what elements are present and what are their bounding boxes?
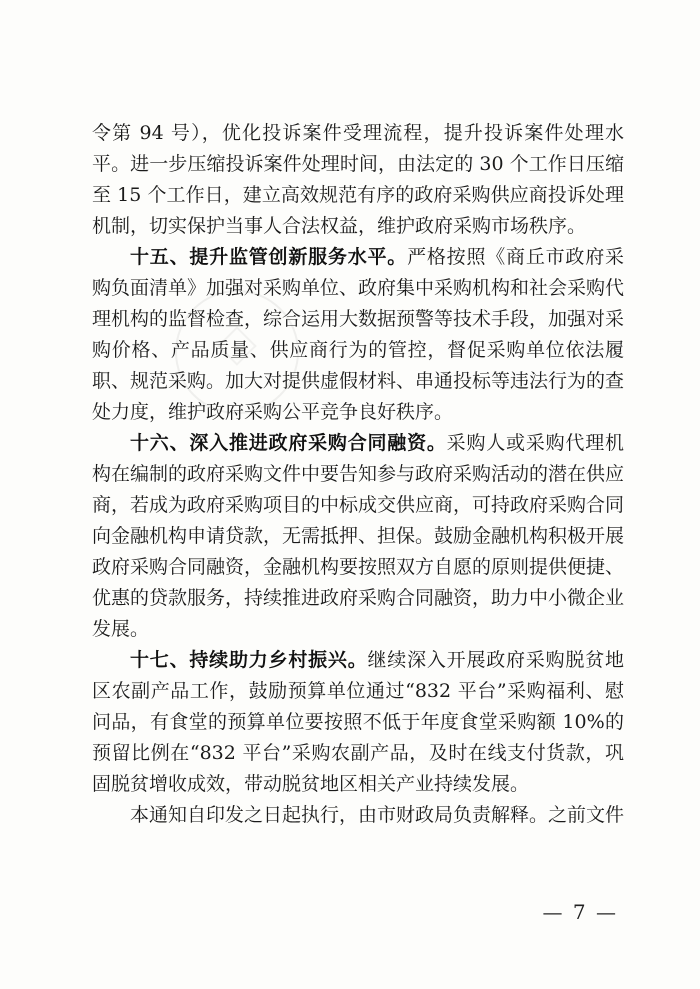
section-16-heading: 十六、深入推进政府采购合同融资。 [130,432,447,454]
section-17-heading: 十七、持续助力乡村振兴。 [130,649,368,671]
section-15-body: 严格按照《商丘市政府采购负面清单》加强对采购单位、政府集中采购机构和社会采购代理机构的监督检查，综合运用大数据预警等技术手段，加强对采购价格、产品质量、供应商行为的管控，督促采购单位依法履职、规范采购。加大对提供虚假材料、串通投标等违法行为的查处力度，维护政府采购公平竞争良好秩序。 [92,246,625,423]
section-15-heading: 十五、提升监管创新服务水平。 [130,246,408,268]
paragraph-section-15 [92,242,624,428]
document-body [92,118,624,831]
paragraph-section-16 [92,428,624,645]
page-number: — 7 — [542,900,618,924]
closing-body: 本通知自印发之日起执行，由市财政局负责解释。之前文件 [130,804,625,826]
section-17-body: 继续深入开展政府采购脱贫地区农副产品工作，鼓励预算单位通过“832 平台”采购福利、慰问品，有食堂的预算单位要按照不低于年度食堂采购额 10%的预留比例在“832 平台”采购农副产品，及时在线支付货款，巩固脱贫增收成效，带动脱贫地区相关产业持续发展。 [92,649,624,795]
paragraph-section-17 [92,645,624,800]
paragraph-continuation [92,118,624,242]
section-16-body: 采购人或采购代理机构在编制的政府采购文件中要告知参与政府采购活动的潜在供应商，若成为政府采购项目的中标成交供应商，可持政府采购合同向金融机构申请贷款，无需抵押、担保。鼓励金融机构积极开展政府采购合同融资，金融机构要按照双方自愿的原则提供便捷、优惠的贷款服务，持续推进政府采购合同融资，助力中小微企业发展。 [92,432,625,640]
paragraph-closing [92,800,624,831]
paragraph-1-body: 令第 94 号），优化投诉案件受理流程，提升投诉案件处理水平。进一步压缩投诉案件处理时间，由法定的 30 个工作日压缩至 15 个工作日，建立高效规范有序的政府采购供应商投诉处理机制，切实保护当事人合法权益，维护政府采购市场秩序。 [92,122,624,237]
